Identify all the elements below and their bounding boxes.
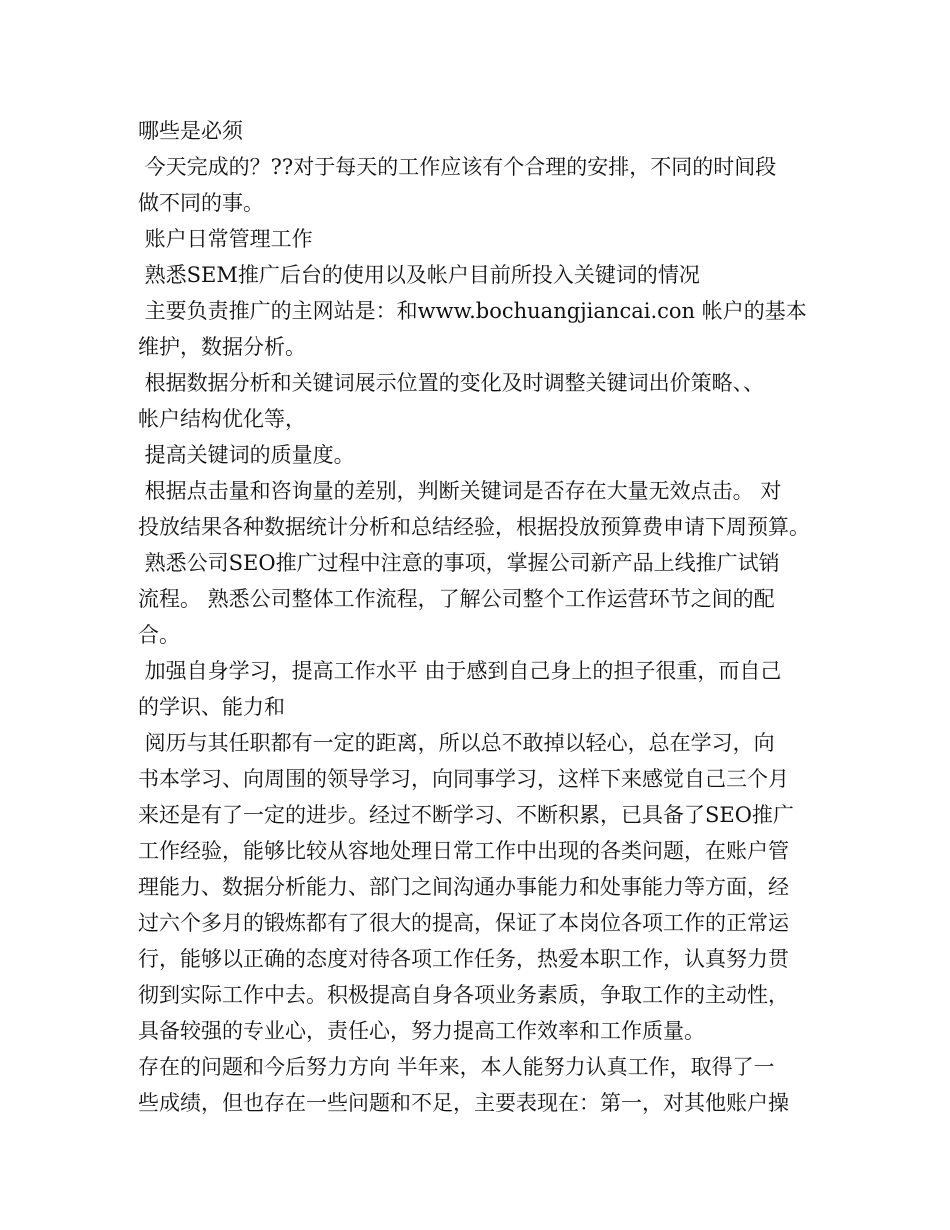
text-line: 理能力、数据分析能力、部门之间沟通办事能力和处事能力等方面，经 [138,875,789,899]
text-line: 提高关键词的质量度。 [138,443,355,467]
document-body [138,113,828,1121]
text-line: 主要负责推广的主网站是：和www.bochuangjiancai.con 帐户的基本 [138,299,807,323]
text-line: 根据数据分析和关键词展示位置的变化及时调整关键词出价策略、、 [138,371,765,395]
text-line: 做不同的事。 [138,191,264,215]
text-line: 投放结果各种数据统计分析和总结经验，根据投放预算费申请下周预算。 [138,515,810,539]
text-line: 哪些是必须 [138,119,243,143]
text-line: 行，能够以正确的态度对待各项工作任务，热爱本职工作，认真努力贯 [138,947,789,971]
text-line: 加强自身学习，提高工作水平 由于感到自己身上的担子很重，而自己 [138,659,782,683]
text-line: 具备较强的专业心，责任心，努力提高工作效率和工作质量。 [138,1019,705,1043]
text-line: 流程。 熟悉公司整体工作流程，了解公司整个工作运营环节之间的配 [138,587,775,611]
text-line: 熟悉SEM推广后台的使用以及帐户目前所投入关键词的情况 [138,263,700,287]
text-line: 阅历与其任职都有一定的距离，所以总不敢掉以轻心，总在学习，向 [138,731,775,755]
text-line: 过六个多月的锻炼都有了很大的提高，保证了本岗位各项工作的正常运 [138,911,789,935]
text-line: 的学识、能力和 [138,695,285,719]
text-line: 来还是有了一定的进步。经过不断学习、不断积累，已具备了SEO推广 [138,803,794,827]
text-line: 工作经验，能够比较从容地处理日常工作中出现的各类问题，在账户管 [138,839,789,863]
text-line: 今天完成的？??对于每天的工作应该有个合理的安排，不同的时间段 [138,155,777,179]
text-line: 熟悉公司SEO推广过程中注意的事项，掌握公司新产品上线推广试销 [138,551,780,575]
text-line: 彻到实际工作中去。积极提高自身各项业务素质，争取工作的主动性， [138,983,789,1007]
text-line: 根据点击量和咨询量的差别，判断关键词是否存在大量无效点击。 对 [138,479,782,503]
text-line: 维护，数据分析。 [138,335,306,359]
text-line: 合。 [138,623,180,647]
text-line: 些成绩，但也存在一些问题和不足，主要表现在：第一，对其他账户操 [138,1091,789,1115]
text-line: 账户日常管理工作 [138,227,313,251]
text-line: 存在的问题和今后努力方向 半年来，本人能努力认真工作，取得了一 [138,1055,775,1079]
text-line: 书本学习、向周围的领导学习，向同事学习，这样下来感觉自己三个月 [138,767,789,791]
text-line: 帐户结构优化等， [138,407,306,431]
